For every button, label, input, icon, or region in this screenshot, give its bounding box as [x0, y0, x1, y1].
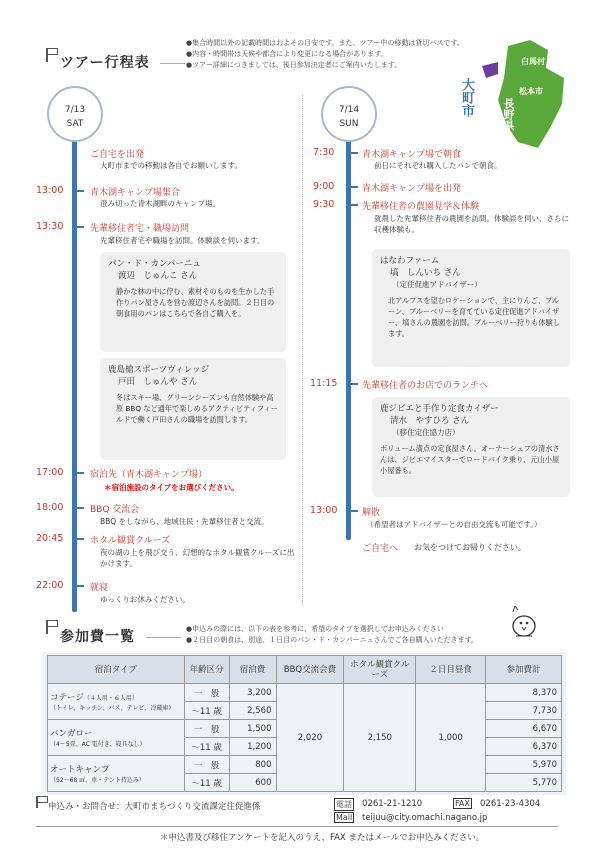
d2-item4-time: 13:00 [310, 505, 338, 516]
d1-item3-desc: ＊宿泊施設のタイプをお選びください。 [104, 483, 239, 492]
d2-item2-desc: 就農した先輩移住者の農園を訪問。体験談を伺い、さらに収穫体験も。 [374, 214, 569, 234]
cell-total-bungalow-adult: 6,670 [486, 720, 562, 738]
note-3: ●ツアー詳細につきましては、後日参加決定者にご案内いたします。 [186, 61, 402, 69]
mail-label: Mail [336, 813, 353, 822]
day2-date-badge [321, 86, 377, 142]
d1-item4-desc: BBQ をしながら、地域住民・先輩移住者と交流。 [100, 517, 269, 526]
d1-tick5 [72, 538, 84, 540]
th-cruise: ホタル観賞クルーズ [344, 656, 416, 684]
d2-item3-time: 11:15 [310, 378, 338, 389]
card-restaurant-text: ボリューム満点の定食屋さん。オーナーシェフの清水さんは、ジビエマイスターでロードバイク乗り、元山小屋小屋番も。 [380, 444, 560, 475]
map-town-shape [482, 62, 498, 78]
contact-label: 申込み・お問合せ：大町市まちづくり交流課定住促進係 [48, 802, 261, 812]
d1-card-sports [100, 358, 286, 460]
d1-item1-time: 13:00 [36, 185, 64, 196]
card-farm-role: （定住促進アドバイザー） [392, 280, 482, 289]
card-bakery-text: 静かな林の中に佇む、素材そのものを生かした手作りパン屋さんを営む渡辺さんを訪問。２日目の朝食用のパンはこちらで各自ご購入を。 [116, 287, 275, 318]
cottage-sub: （トイレ、キッチン、バス、テレビ、冷蔵庫） [50, 705, 175, 712]
day1-dow: SAT [66, 119, 84, 129]
cell-total-auto-child: 5,770 [486, 774, 562, 792]
d1-item5-time: 20:45 [36, 533, 64, 544]
tel-number: 0261-21-1210 [362, 799, 423, 809]
d1-item1-desc: 澄み切った青木湖畔のキャンプ場。 [100, 199, 220, 208]
auto-sub: （52〜68 ㎡、車・テント持込み） [50, 777, 145, 784]
d1-tick3 [72, 472, 84, 474]
th-lodging: 宿泊費 [229, 656, 276, 684]
fees-row-cottage-adult [48, 684, 562, 702]
d2-item5-title: ご自宅へ [362, 544, 399, 554]
d1-item0-desc: 大町市までの移動は各自でお願いします。 [100, 161, 242, 170]
map-label-hakuba: 白馬村 [521, 57, 545, 66]
card-bakery-name: パン・ド・カンパーニュ [108, 259, 201, 269]
d2-item0-time: 7:30 [313, 147, 335, 158]
d1-item6-time: 22:00 [36, 580, 64, 591]
flag-icon [46, 48, 58, 62]
cell-auto-adult: 800 [229, 756, 276, 774]
note-2: ●内容・時間帯は天候や都合により変更になる場合があります。 [186, 50, 388, 58]
th-type: 宿泊タイプ [48, 656, 185, 684]
d2-item1-title: 青木湖キャンプ場を出発 [362, 184, 462, 194]
d2-tick2 [346, 204, 358, 206]
d1-item2-time: 13:30 [36, 221, 64, 232]
card-farm-name: はなわファーム [380, 256, 440, 266]
d2-tick0 [346, 152, 358, 154]
d1-item2-title: 先輩移住者宅・職場訪問 [90, 224, 190, 234]
cell-bbq: 2,020 [276, 684, 344, 792]
fax-label: FAX [455, 799, 470, 808]
d1-item4-title: BBQ 交流会 [90, 505, 140, 515]
tel-label: 電話 [336, 800, 352, 809]
column-divider [302, 95, 303, 605]
cell-lunch: 1,000 [416, 684, 486, 792]
d1-item6-title: 就寝 [90, 583, 109, 593]
card-restaurant-person: 清水 やすひろ さん [390, 416, 470, 426]
d1-item5-desc: 夜の湖の上を飛び交う、幻想的なホタル観賞クルーズに出かけます。 [100, 548, 295, 568]
d1-item1-title: 青木湖キャンプ場集合 [90, 188, 181, 198]
cell-auto-child: 600 [229, 774, 276, 792]
flag-icon-contact [36, 796, 46, 808]
fees-title: 参加費一覧 [60, 629, 135, 645]
fees-rule [146, 637, 181, 638]
fees-note-1: ●申込みの際には、以下の表を参考に、希望のタイプを選択してお申込みください [186, 625, 444, 633]
d2-item3-title: 先輩移住者のお店でのランチへ [362, 381, 489, 391]
cell-total-auto-adult: 5,970 [486, 756, 562, 774]
d2-tick3 [346, 383, 358, 385]
d2-tick1 [346, 186, 358, 188]
map-label-nagano: 長野県 [502, 98, 515, 131]
cell-total-cottage-adult: 8,370 [486, 684, 562, 702]
day1-date-badge [47, 86, 103, 142]
fees-header-row [48, 656, 562, 684]
d1-tick2 [72, 226, 84, 228]
day1-date: 7/13 [64, 105, 86, 115]
d2-tick4 [346, 510, 358, 512]
d1-item2-desc: 先輩移住者宅や職場を訪問。体験談を伺います。 [100, 236, 265, 245]
cell-cottage-adult: 3,200 [229, 684, 276, 702]
bungalow-label: バンガロー [50, 729, 93, 739]
card-bakery-person: 渡辺 じゅんこ さん [118, 271, 198, 281]
cell-age-child: 〜11 歳 [184, 702, 229, 720]
d2-item4-title: 解散 [362, 508, 381, 518]
card-restaurant-role: （移住定住協力店） [392, 428, 460, 437]
footer-note: ＊申込書及び移住アンケートを記入のうえ、FAX またはメールでお申込みください。 [160, 833, 485, 843]
title-rule [160, 63, 185, 64]
day2-dow: SUN [339, 119, 359, 129]
day2-timeline [346, 110, 351, 540]
fees-table [47, 655, 562, 792]
cell-cottage-child: 2,560 [229, 702, 276, 720]
d2-card-restaurant [372, 397, 570, 497]
flag-icon-fees [46, 620, 58, 634]
bungalow-sub: （4〜5畳、AC 電付き、寝具なし） [50, 741, 146, 748]
d1-item3-title: 宿泊先（青木湖キャンプ場） [90, 470, 208, 480]
map-label-matsumoto: 松本市 [519, 87, 543, 96]
d2-item0-title: 青木湖キャンプ場で朝食 [362, 150, 462, 160]
cell-age-adult: 一 般 [184, 756, 229, 774]
card-farm-text: 北アルプスを望むロケーションで、主にりんご、プルーン、ブルーベリーを育てている定住促進アドバイザー、塙さんの農園を訪問。ブルーベリー狩りも体験します。 [388, 296, 560, 338]
fees-note-2: ●２日目の朝食は、別途、１日目のパン・ド・カンパーニュさんでご各自購入いただきます。 [186, 636, 479, 644]
cell-age-adult: 一 般 [184, 684, 229, 702]
d1-item5-title: ホタル観賞クルーズ [90, 536, 171, 546]
d2-item0-desc: 前日にそれぞれ購入したパンで朝食。 [374, 161, 502, 170]
card-sports-text: 冬はスキー場、グリーンシーズンも自然体験や高原 BBQ など通年で楽しめるアクティビティフィールドで働く戸田さんの職場を訪問します。 [116, 393, 278, 424]
cell-age-adult: 一 般 [184, 720, 229, 738]
schedule-notes [186, 38, 464, 71]
d2-item4-desc: （希望者はアドバイザーとの自由交流も可能です。） [366, 520, 542, 529]
card-sports-name: 鹿島槍スポーツヴィレッジ [108, 365, 210, 375]
schedule-title: ツアー行程表 [60, 55, 150, 71]
d1-item0-title: ご自宅を出発 [90, 150, 145, 160]
d2-item2-title: 先輩移住者の農園見学＆体験 [362, 202, 480, 212]
bird-icon [504, 604, 542, 640]
map-label-omachi: 大町市 [459, 78, 474, 117]
note-1: ●集合時間以外の記載時間はおよその目安です。また、ツアー中の移動は貸切バスです。 [186, 39, 464, 47]
d2-item2-time: 9:30 [313, 199, 335, 210]
d1-item6-desc: ゆっくりお休みください。 [100, 595, 190, 604]
cell-age-child: 〜11 歳 [184, 774, 229, 792]
cell-bungalow-adult: 1,500 [229, 720, 276, 738]
card-farm-person: 塙 しんいち さん [390, 268, 461, 278]
d2-card-farm [372, 249, 570, 367]
cell-cruise: 2,150 [344, 684, 416, 792]
cell-bungalow-type [48, 720, 185, 756]
d2-item5-desc: お気をつけてお帰りください。 [414, 543, 526, 552]
auto-label: オートキャンプ [50, 765, 110, 775]
cottage-label: コテージ [50, 693, 84, 703]
fax-number: 0261-23-4304 [480, 799, 541, 809]
map-illustration [468, 38, 568, 150]
day1-timeline [72, 110, 77, 612]
cell-bungalow-child: 1,200 [229, 738, 276, 756]
day2-date: 7/14 [338, 105, 360, 115]
cell-total-cottage-child: 7,730 [486, 702, 562, 720]
d1-card-bakery [100, 252, 286, 352]
cell-total-bungalow-child: 6,370 [486, 738, 562, 756]
cell-cottage-type [48, 684, 185, 720]
d1-item3-time: 17:00 [36, 467, 64, 478]
card-sports-person: 戸田 しゅんや さん [118, 377, 198, 387]
fees-notes [186, 624, 478, 646]
th-lunch: ２日目昼食 [416, 656, 486, 684]
d1-item4-time: 18:00 [36, 502, 64, 513]
card-restaurant-name: 鹿ジビエと手作り定食カイザー [380, 404, 499, 414]
mail-address[interactable]: teijuu@city.omachi.nagano.jp [362, 813, 488, 823]
d1-tick4 [72, 507, 84, 509]
cottage-typenote: （４人用・６人用） [83, 695, 138, 702]
cell-auto-type [48, 756, 185, 792]
th-total: 参加費計 [486, 656, 562, 684]
d1-tick6 [72, 585, 84, 587]
d2-item1-time: 9:00 [313, 181, 335, 192]
th-age: 年齢区分 [184, 656, 229, 684]
cell-age-child: 〜11 歳 [184, 738, 229, 756]
contact-rule [36, 826, 558, 827]
th-bbq: BBQ交流会費 [276, 656, 344, 684]
d1-tick1 [72, 190, 84, 192]
